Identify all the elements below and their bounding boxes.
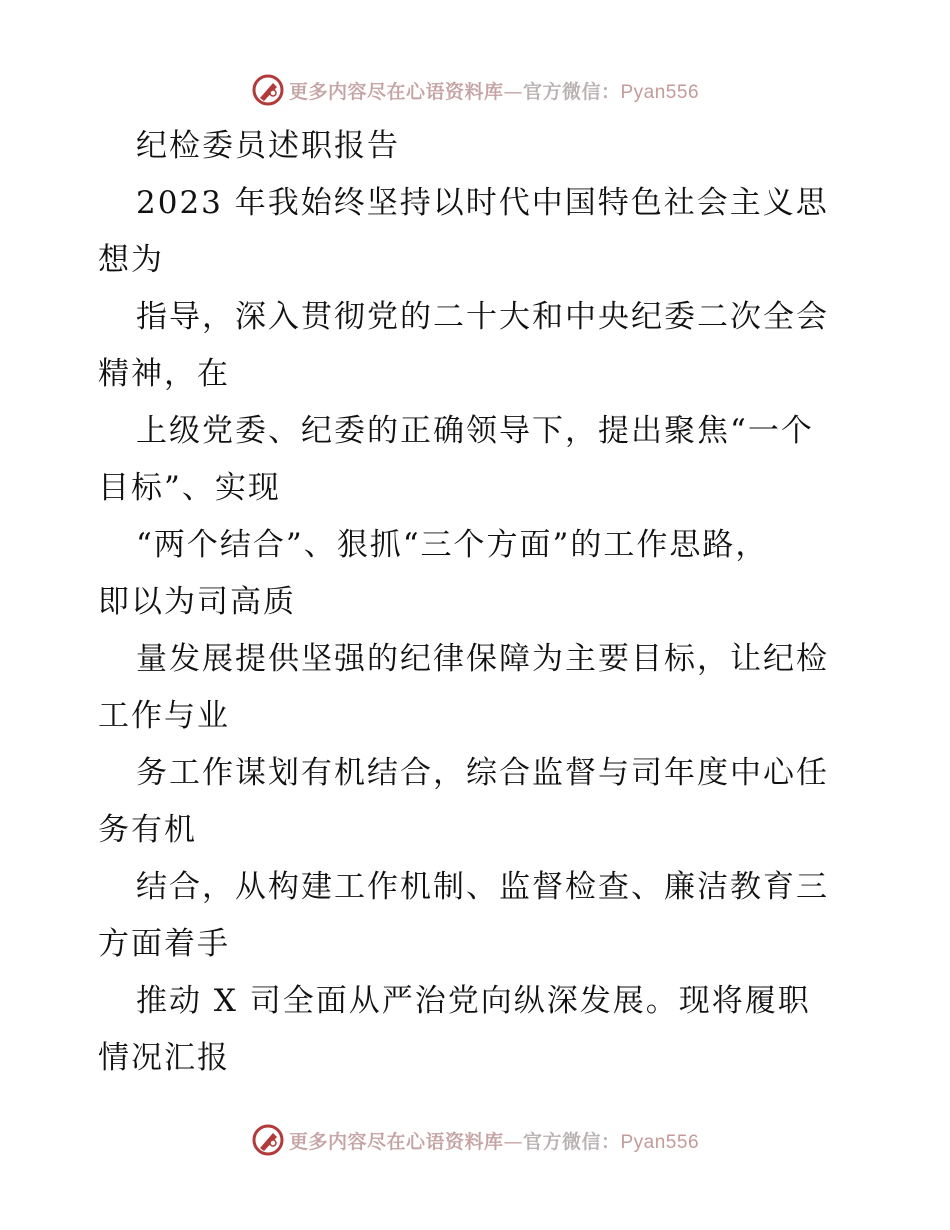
pen-logo-icon (251, 1123, 285, 1157)
pen-logo-icon (251, 73, 285, 107)
text-line: 精神，在 (98, 356, 230, 392)
text-line: 目标”、实现 (98, 470, 281, 506)
watermark-brand: 更多内容尽在心语资料库 (288, 80, 504, 103)
text-line: 即以为司高质 (98, 584, 296, 620)
watermark-wechat-label: 官方微信： (522, 80, 621, 103)
document-title: 纪检委员述职报告 (136, 128, 400, 164)
watermark-text (289, 77, 699, 104)
text-line: 情况汇报 (98, 1040, 230, 1076)
text-line: “两个结合”、狠抓“三个方面”的工作思路， (136, 527, 769, 563)
text-line: 上级党委、纪委的正确领导下，提出聚焦“一个 (136, 413, 814, 449)
watermark-dash: — (503, 80, 523, 103)
watermark-wechat-id: Pyan556 (620, 1131, 700, 1153)
text-line: 推动 X 司全面从严治党向纵深发展。现将履职 (136, 983, 811, 1019)
text-line: 量发展提供坚强的纪律保障为主要目标，让纪检 (136, 641, 829, 677)
text-line: 务有机 (98, 812, 197, 848)
text-line: 指导，深入贯彻党的二十大和中央纪委二次全会 (136, 299, 829, 335)
document-body (98, 118, 868, 1087)
header-watermark (0, 70, 950, 110)
watermark-wechat-label: 官方微信： (522, 1130, 621, 1153)
text-line: 结合，从构建工作机制、监督检查、廉洁教育三 (136, 869, 829, 905)
watermark-dash: — (503, 1130, 523, 1153)
text-line: 方面着手 (98, 926, 230, 962)
text-line: 务工作谋划有机结合，综合监督与司年度中心任 (136, 755, 829, 791)
text-line: 2023 年我始终坚持以时代中国特色社会主义思 (136, 185, 829, 221)
footer-watermark (0, 1120, 950, 1160)
text-line: 想为 (98, 242, 164, 278)
watermark-brand: 更多内容尽在心语资料库 (288, 1130, 504, 1153)
text-line: 工作与业 (98, 698, 230, 734)
watermark-wechat-id: Pyan556 (620, 81, 700, 103)
watermark-text (289, 1127, 699, 1154)
